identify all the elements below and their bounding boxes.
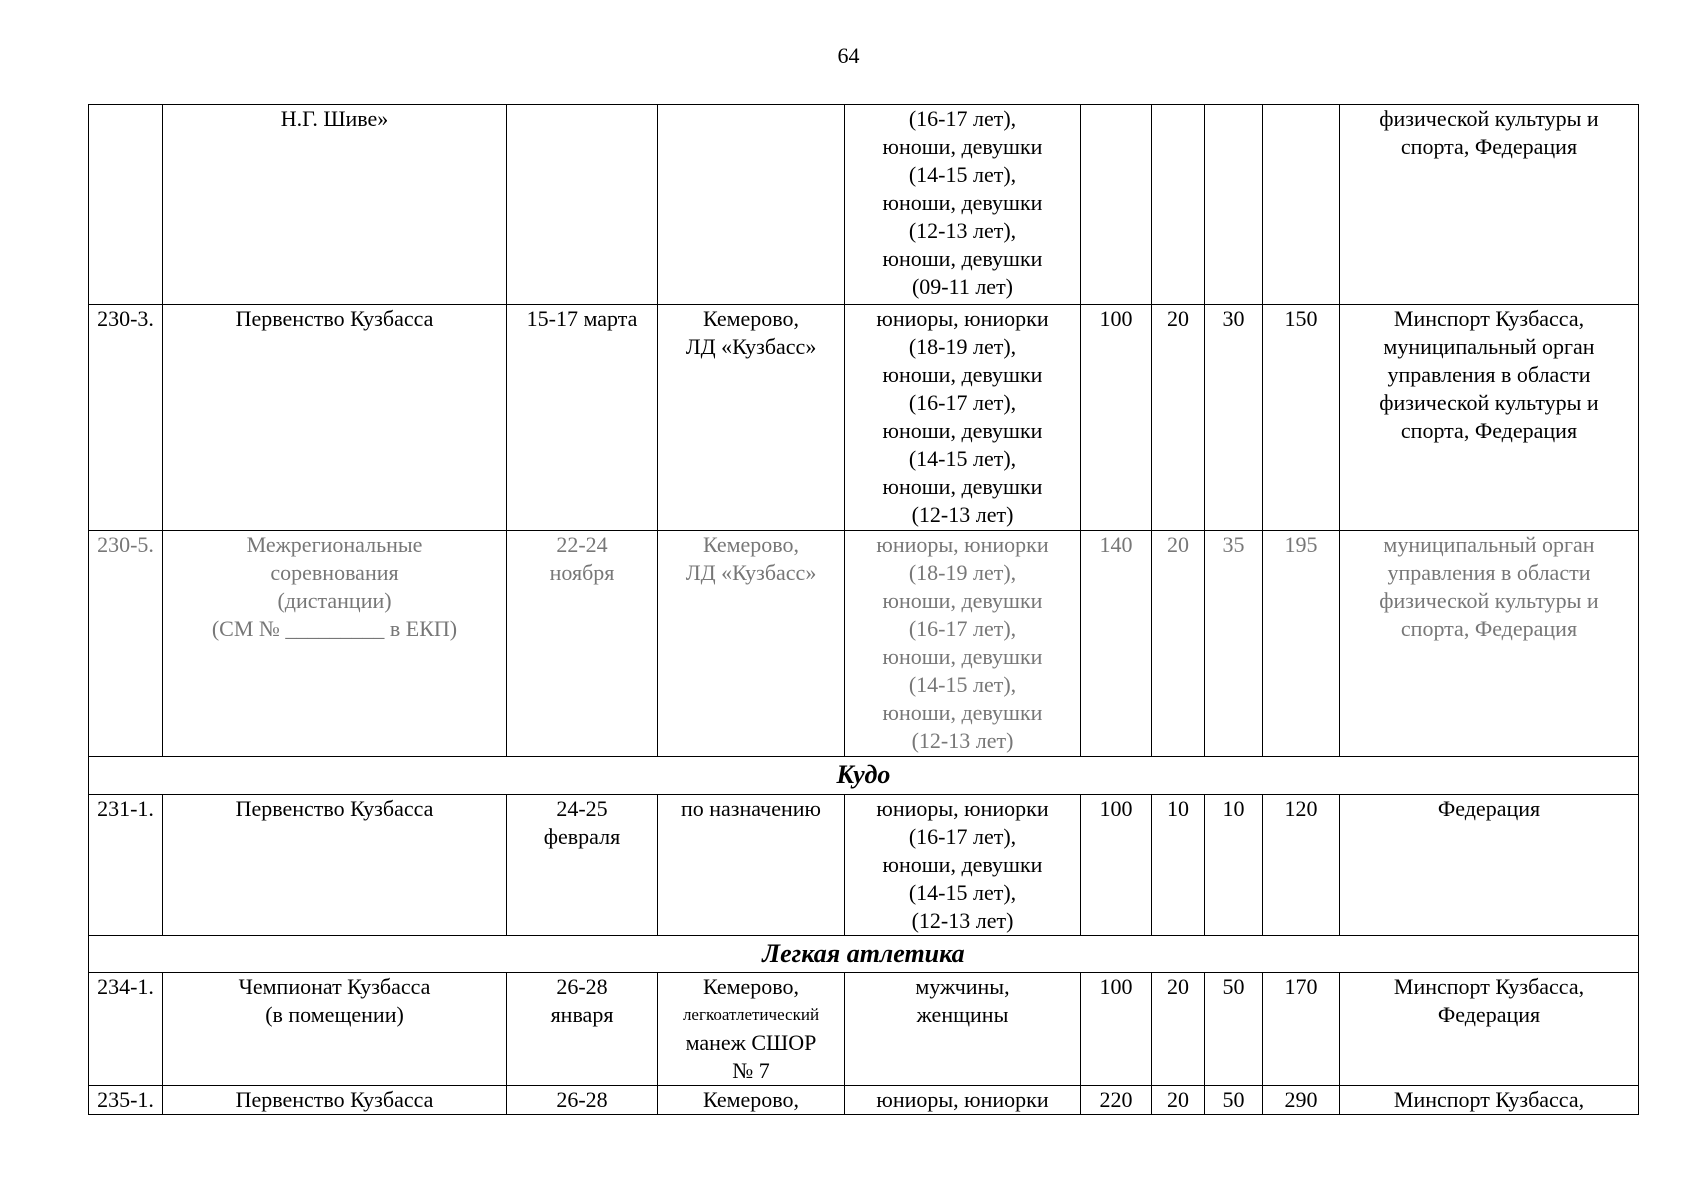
event-name-cell <box>163 305 507 531</box>
event-place-cell <box>658 973 845 1086</box>
quota-athletes-cell: 100 <box>1081 795 1152 936</box>
cell-line: Н.Г. Шиве» <box>280 106 389 131</box>
event-name-cell <box>163 531 507 757</box>
quota-total-cell: 170 <box>1263 973 1340 1086</box>
cell-line: Минспорт Кузбасса, <box>1393 306 1585 331</box>
cell-line: 15-17 марта <box>526 306 638 331</box>
event-dates-cell <box>507 531 658 757</box>
cell-line: юноши, девушки <box>882 418 1043 443</box>
event-participants-cell <box>845 1086 1081 1115</box>
section-header-row <box>89 936 1639 973</box>
event-place-cell <box>658 795 845 936</box>
cell-line: манеж СШОР <box>685 1030 817 1055</box>
quota-total-cell: 290 <box>1263 1086 1340 1115</box>
cell-line: № 7 <box>732 1058 770 1083</box>
cell-line: ЛД «Кузбасс» <box>685 560 817 585</box>
quota-athletes-cell: 140 <box>1081 531 1152 757</box>
quota-coaches-cell: 20 <box>1152 305 1205 531</box>
cell-line: (16-17 лет), <box>908 390 1017 415</box>
quota-total-cell: 120 <box>1263 795 1340 936</box>
event-dates-cell <box>507 973 658 1086</box>
cell-line: февраля <box>543 824 621 849</box>
table-row <box>89 973 1639 1086</box>
cell-line: спорта, Федерация <box>1400 616 1578 641</box>
event-number-cell: 231-1. <box>89 795 163 936</box>
section-title-kudo: Кудо <box>89 757 1639 795</box>
cell-line: юноши, девушки <box>882 852 1043 877</box>
event-participants-cell <box>845 531 1081 757</box>
quota-athletes-cell: 100 <box>1081 973 1152 1086</box>
event-organizer-cell <box>1340 1086 1639 1115</box>
quota-judges-cell <box>1205 105 1263 305</box>
quota-coaches-cell: 20 <box>1152 973 1205 1086</box>
cell-line: января <box>550 1002 614 1027</box>
events-table <box>88 104 1639 1115</box>
cell-line: 22-24 <box>556 532 608 557</box>
cell-line: юниоры, юниорки <box>876 532 1049 557</box>
quota-total-cell <box>1263 105 1340 305</box>
quota-total-cell: 195 <box>1263 531 1340 757</box>
cell-line: соревнования <box>270 560 399 585</box>
cell-line: Кемерово, <box>702 1087 800 1112</box>
cell-line: (14-15 лет), <box>908 672 1017 697</box>
section-header-row <box>89 757 1639 795</box>
cell-line: Кемерово, <box>702 306 800 331</box>
cell-line: Кемерово, <box>702 974 800 999</box>
cell-line: (12-13 лет) <box>911 728 1014 753</box>
cell-line: Федерация <box>1437 796 1541 821</box>
cell-line: легкоатлетический <box>682 1005 820 1024</box>
quota-judges-cell: 10 <box>1205 795 1263 936</box>
cell-line: юноши, девушки <box>882 246 1043 271</box>
cell-line: муниципальный орган <box>1383 334 1595 359</box>
event-dates-cell <box>507 795 658 936</box>
cell-line: (12-13 лет), <box>908 218 1017 243</box>
event-participants-cell <box>845 105 1081 305</box>
cell-line: Чемпионат Кузбасса <box>238 974 431 999</box>
cell-line: (16-17 лет), <box>908 824 1017 849</box>
cell-line: юноши, девушки <box>882 700 1043 725</box>
cell-line: (16-17 лет), <box>908 616 1017 641</box>
cell-line: 26-28 <box>556 974 608 999</box>
event-place-cell <box>658 531 845 757</box>
cell-line: Межрегиональные <box>246 532 423 557</box>
cell-line: ЛД «Кузбасс» <box>685 334 817 359</box>
quota-total-cell: 150 <box>1263 305 1340 531</box>
quota-athletes-cell <box>1081 105 1152 305</box>
cell-line: женщины <box>916 1002 1009 1027</box>
cell-line: юниоры, юниорки <box>876 796 1049 821</box>
cell-line: по назначению <box>681 796 821 821</box>
table-row <box>89 1086 1639 1115</box>
cell-line: спорта, Федерация <box>1400 418 1578 443</box>
cell-line: юниоры, юниорки <box>876 306 1049 331</box>
cell-line: муниципальный орган <box>1383 532 1595 557</box>
quota-judges-cell: 35 <box>1205 531 1263 757</box>
cell-line: юниоры, юниорки <box>876 1087 1049 1112</box>
quota-athletes-cell: 100 <box>1081 305 1152 531</box>
cell-line: (14-15 лет), <box>908 446 1017 471</box>
event-participants-cell <box>845 973 1081 1086</box>
cell-line: (09-11 лет) <box>911 274 1014 299</box>
table-row <box>89 531 1639 757</box>
event-place-cell <box>658 105 845 305</box>
cell-line: ноября <box>549 560 615 585</box>
cell-line: (СМ № _________ в ЕКП) <box>211 616 458 641</box>
section-title-athletics: Легкая атлетика <box>89 936 1639 973</box>
event-organizer-cell <box>1340 105 1639 305</box>
cell-line: Кемерово, <box>702 532 800 557</box>
cell-line: физической культуры и <box>1379 390 1599 415</box>
event-dates-cell <box>507 305 658 531</box>
event-dates-cell <box>507 105 658 305</box>
event-organizer-cell <box>1340 531 1639 757</box>
table-row <box>89 795 1639 936</box>
quota-coaches-cell: 20 <box>1152 531 1205 757</box>
cell-line: (18-19 лет), <box>908 560 1017 585</box>
cell-line: юноши, девушки <box>882 644 1043 669</box>
cell-line: (14-15 лет), <box>908 162 1017 187</box>
cell-line: (16-17 лет), <box>908 106 1017 131</box>
cell-line: 26-28 <box>556 1087 608 1112</box>
quota-coaches-cell: 20 <box>1152 1086 1205 1115</box>
cell-line: юноши, девушки <box>882 134 1043 159</box>
cell-line: физической культуры и <box>1379 588 1599 613</box>
quota-coaches-cell <box>1152 105 1205 305</box>
cell-line: физической культуры и <box>1379 106 1599 131</box>
cell-line: (в помещении) <box>265 1002 404 1027</box>
event-participants-cell <box>845 795 1081 936</box>
cell-line: (12-13 лет) <box>911 502 1014 527</box>
event-number-cell: 230-5. <box>89 531 163 757</box>
cell-line: Первенство Кузбасса <box>235 1087 434 1112</box>
cell-line: Минспорт Кузбасса, <box>1393 1087 1585 1112</box>
quota-coaches-cell: 10 <box>1152 795 1205 936</box>
event-participants-cell <box>845 305 1081 531</box>
cell-line: мужчины, <box>915 974 1010 999</box>
event-name-cell <box>163 973 507 1086</box>
cell-line: Минспорт Кузбасса, <box>1393 974 1585 999</box>
cell-line: управления в области <box>1387 362 1591 387</box>
cell-line: (14-15 лет), <box>908 880 1017 905</box>
cell-line: управления в области <box>1387 560 1591 585</box>
cell-line: (12-13 лет) <box>911 908 1014 933</box>
cell-line: юноши, девушки <box>882 588 1043 613</box>
page-number: 64 <box>837 43 860 68</box>
quota-judges-cell: 30 <box>1205 305 1263 531</box>
event-organizer-cell <box>1340 795 1639 936</box>
event-name-cell <box>163 795 507 936</box>
table-row <box>89 305 1639 531</box>
cell-line: Первенство Кузбасса <box>235 306 434 331</box>
event-number-cell <box>89 105 163 305</box>
event-place-cell <box>658 305 845 531</box>
event-place-cell <box>658 1086 845 1115</box>
event-organizer-cell <box>1340 305 1639 531</box>
table-row <box>89 105 1639 305</box>
cell-line: юноши, девушки <box>882 190 1043 215</box>
quota-athletes-cell: 220 <box>1081 1086 1152 1115</box>
cell-line: Первенство Кузбасса <box>235 796 434 821</box>
event-number-cell: 230-3. <box>89 305 163 531</box>
event-name-cell <box>163 105 507 305</box>
cell-line: юноши, девушки <box>882 474 1043 499</box>
event-name-cell <box>163 1086 507 1115</box>
cell-line: спорта, Федерация <box>1400 134 1578 159</box>
quota-judges-cell: 50 <box>1205 1086 1263 1115</box>
event-dates-cell <box>507 1086 658 1115</box>
cell-line: юноши, девушки <box>882 362 1043 387</box>
cell-line: Федерация <box>1437 1002 1541 1027</box>
event-number-cell: 234-1. <box>89 973 163 1086</box>
event-organizer-cell <box>1340 973 1639 1086</box>
cell-line: (дистанции) <box>277 588 392 613</box>
cell-line: (18-19 лет), <box>908 334 1017 359</box>
quota-judges-cell: 50 <box>1205 973 1263 1086</box>
cell-line: 24-25 <box>556 796 608 821</box>
event-number-cell: 235-1. <box>89 1086 163 1115</box>
